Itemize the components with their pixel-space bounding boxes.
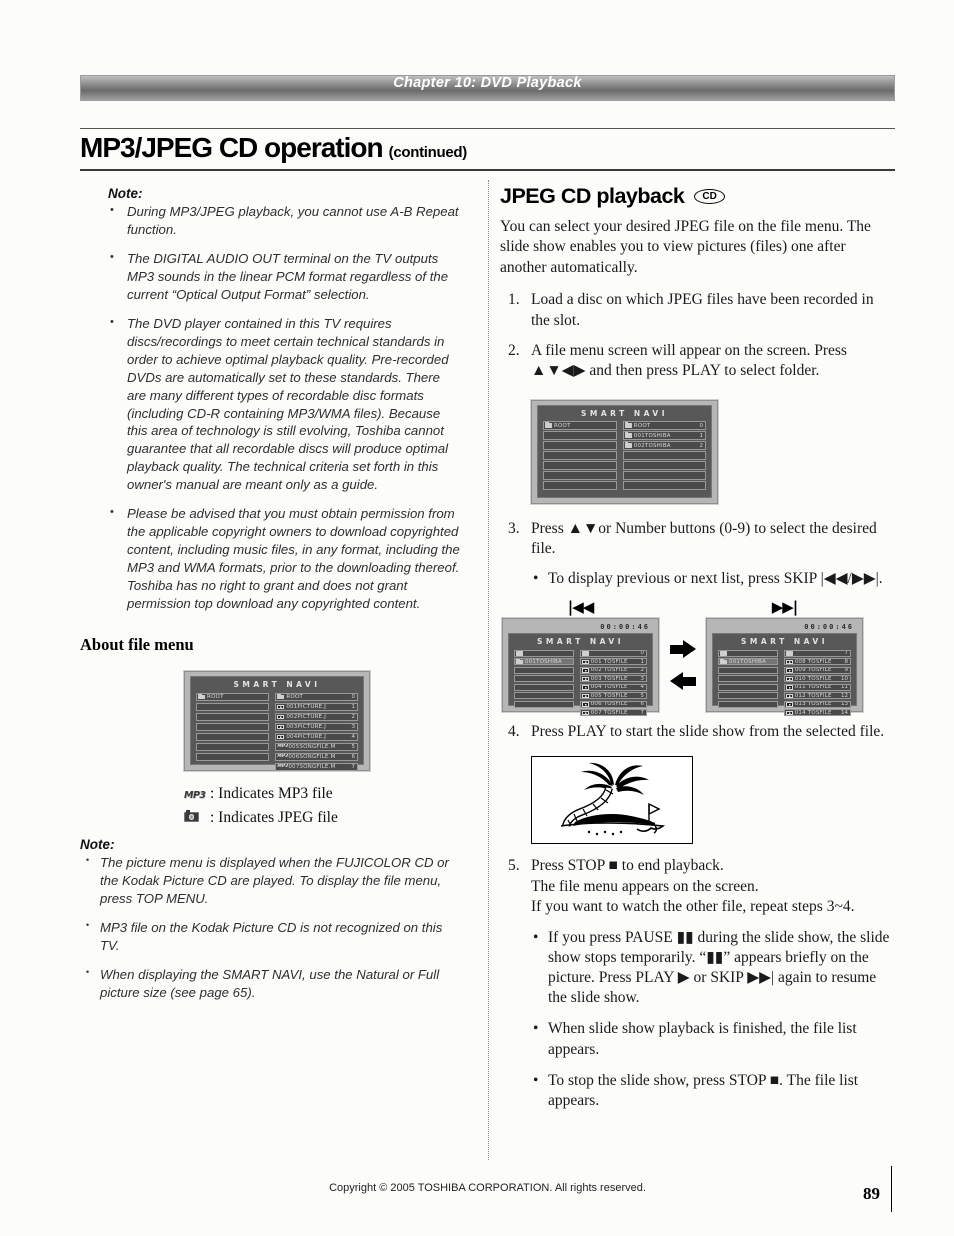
file-type-icon [786,685,793,690]
file-row: 008 TOSFILE 8 [784,658,851,665]
file-row [543,451,617,460]
legend-item-mp3 [184,785,474,803]
note-bullet: • During MP3/JPEG playback, you cannot use A-B Repeat function. [80,203,462,239]
title-rule-bottom [80,169,895,171]
file-row [543,481,617,490]
file-type-icon [277,725,284,730]
icon-legend [184,785,474,827]
chapter-header-bar [80,75,895,101]
file-row: ROOT 0 [275,693,358,702]
file-row: 007 TOSFILE 7 [580,709,647,716]
step-1: 1. Load a disc on which JPEG files have been recorded in the slot. [508,291,874,329]
file-type-icon [582,685,589,690]
palm-island-sketch [537,760,687,840]
file-row: 002TOSHIBA 2 [623,441,706,450]
arrow-left-icon [670,672,696,690]
file-row: 003 TOSFILE 3 [580,675,647,682]
file-row [514,675,574,682]
file-row: ROOT [196,693,269,702]
next-list-screenshot [706,618,863,716]
title-block [80,128,895,171]
page-title: MP3/JPEG CD operation [80,132,383,163]
file-panel [784,648,851,716]
file-row [623,461,706,470]
folder-menu-screenshot [531,400,718,504]
file-row [196,733,269,742]
playback-note: • To stop the slide show, press STOP ■. The file list appears. [500,1071,895,1111]
step-2: 2. A file menu screen will appear on the screen. Press ▲▼◀▶ and then press PLAY to select folder. [508,341,847,379]
file-type-icon [625,433,632,438]
file-row [543,471,617,480]
file-type-icon [625,443,632,448]
step-3-bullet: • To display previous or next list, press SKIP |◀◀/▶▶|. [500,569,895,589]
file-row: 010 TOSFILE 10 [784,675,851,682]
mp3-icon: MP3 [184,790,206,802]
folder-panel [514,648,574,716]
intro-paragraph: You can select your desired JPEG file on the file menu. The slide show enables you to view pictures (files) one after another automatically. [500,218,871,276]
file-row [514,701,574,708]
file-row [514,667,574,674]
right-column [489,180,895,1160]
file-type-icon [786,711,793,716]
file-row [543,431,617,440]
file-type-icon [786,668,793,673]
step-5: 5. Press STOP ■ to end playback. The file menu appears on the screen. If you want to watch the other file, repeat steps 3~4. [508,857,855,915]
file-type-icon [786,677,793,682]
file-type-icon [786,694,793,699]
file-row [196,703,269,712]
note-bullet-list [80,203,474,613]
note-bullet: • The DIGITAL AUDIO OUT terminal on the TV outputs MP3 sounds in the linear PCM format regardless of the current “Optical Output Format” selection. [80,250,462,304]
file-row [623,471,706,480]
file-list-pair [502,618,895,716]
folder-panel [718,648,778,716]
file-type-icon [625,423,632,428]
file-type-icon [545,423,552,428]
file-row [623,481,706,490]
file-panel [580,648,647,716]
file-row [514,650,574,657]
step-4: 4. Press PLAY to start the slide show from the selected file. [508,723,885,741]
file-row [718,650,778,657]
file-row: 006 TOSFILE 6 [580,701,647,708]
file-row: 009 TOSFILE 9 [784,667,851,674]
smart-navi-title: SMART NAVI [536,637,624,647]
file-row [196,743,269,752]
jpeg-cd-playback-heading-row [500,184,895,209]
file-type-icon [516,651,523,656]
file-panel [275,691,358,771]
legend-text: : Indicates JPEG file [210,809,338,827]
folder-panel [196,691,269,771]
file-row: 001PICTURE.J 1 [275,703,358,712]
file-row [718,675,778,682]
note-bullet: • The picture menu is displayed when the FUJICOLOR CD or the Kodak Picture CD are played. To display the file menu, press TOP MENU. [80,854,462,908]
file-type-icon [277,735,284,740]
file-type-icon [582,694,589,699]
file-type-icon [786,702,793,707]
skip-previous-icon: |◀◀ [567,598,594,617]
file-row [514,692,574,699]
file-row [196,723,269,732]
note-block-2 [80,837,474,1002]
file-type-icon [582,711,589,716]
file-row [196,713,269,722]
two-column-layout [80,180,895,1160]
file-row: 004 TOSFILE 4 [580,684,647,691]
file-menu-screenshot [184,671,370,771]
file-row: 005 TOSFILE 5 [580,692,647,699]
playback-timestamp: 00:00:46 [804,623,854,632]
skip-labels-row [502,598,895,616]
file-type-icon [582,668,589,673]
left-column [80,180,489,1160]
playback-note: • If you press PAUSE ▮▮ during the slide show, the slide show stops temporarily. “▮▮” appears briefly on the picture. Press PLAY ▶ or SKIP ▶▶| again to resume the slide show. [500,928,895,1009]
note-bullet: • The DVD player contained in this TV requires discs/recordings to meet certain technical standards in order to achieve optimal playback quality. Pre-recorded DVDs are automatically set to these standards. There are many different types of recordable disc formats (including CD-R containing MP3/WMA files). Because this area of technology is still evolving, Toshiba cannot guarantee that all recordable discs will produce optimal playback quality. The technical criteria set forth in this owner's manual are meant only as a guide. [80,315,462,495]
file-type-icon [582,677,589,682]
cd-badge-icon: CD [694,189,724,204]
file-type-icon [582,660,589,665]
file-type-icon [198,695,205,700]
copyright-text: Copyright © 2005 TOSHIBA CORPORATION. All rights reserved. [329,1182,646,1194]
file-row: 014 TOSFILE 14 [784,709,851,716]
file-row: MP3 005SONGFILE.M 5 [275,743,358,752]
file-row: 011 TOSFILE 11 [784,684,851,691]
file-type-icon [786,651,793,656]
folder-panel [543,420,617,490]
note-bullet: • Please be advised that you must obtain permission from the applicable copyright owners to download copyrighted content, including music files, in any format, including the MP3 and WMA formats, prior to the downloading thereof. Toshiba has no right to grant and does not grant permission top download any copyrighted content. [80,505,462,613]
legend-item-jpeg [184,809,474,827]
file-row: 7 [784,650,851,657]
note-label: Note: [108,186,143,201]
steps-list [500,290,895,1111]
file-row: 001 TOSFILE 1 [580,658,647,665]
file-row: 001TOSHIBA [718,658,778,665]
file-type-icon [277,744,286,749]
file-row: MP3 007SONGFILE.M 7 [275,763,358,772]
file-type-icon [277,764,286,769]
file-row [718,667,778,674]
file-row: 001TOSHIBA 1 [623,431,706,440]
file-type-icon [277,754,286,759]
file-type-icon [277,695,284,700]
note-bullet-list [80,854,474,1002]
camera-icon [184,812,199,822]
note-bullet: • When displaying the SMART NAVI, use the Natural or Full picture size (see page 65). [80,966,462,1002]
note-label: Note: [80,837,115,853]
legend-text: : Indicates MP3 file [210,785,333,803]
file-row: 002PICTURE.J 2 [275,713,358,722]
file-row: 002 TOSFILE 2 [580,667,647,674]
file-row [196,753,269,762]
file-type-icon [720,651,727,656]
page-number: 89 [863,1184,880,1203]
file-type-icon [277,705,284,710]
file-type-icon [582,651,589,656]
file-row: ROOT [543,421,617,430]
arrow-right-icon [670,640,696,658]
navigation-arrows [659,618,706,712]
file-type-icon [516,660,523,665]
playback-notes-list [500,928,895,1111]
slide-show-image [531,756,693,844]
file-row: 003PICTURE.J 3 [275,723,358,732]
file-row: 012 TOSFILE 12 [784,692,851,699]
file-row [718,701,778,708]
about-file-menu-heading: About file menu [80,635,194,655]
file-type-icon [786,660,793,665]
chapter-title: Chapter 10: DVD Playback [393,75,582,91]
file-row [623,451,706,460]
step-3: 3. Press ▲▼or Number buttons (0-9) to select the desired file. [508,519,877,558]
file-row [543,461,617,470]
file-row: MP3 006SONGFILE.M 6 [275,753,358,762]
smart-navi-title: SMART NAVI [740,637,828,647]
smart-navi-title: SMART NAVI [233,680,321,690]
jpeg-cd-playback-heading: JPEG CD playback [500,184,685,208]
smart-navi-title: SMART NAVI [580,408,668,418]
file-row [514,684,574,691]
file-type-icon [720,660,727,665]
previous-list-screenshot [502,618,659,716]
playback-note: • When slide show playback is finished, the file list appears. [500,1019,895,1059]
file-type-icon [582,702,589,707]
note-bullet: • MP3 file on the Kodak Picture CD is not recognized on this TV. [80,919,462,955]
file-row: 001TOSHIBA [514,658,574,665]
skip-next-icon: ▶▶| [771,598,798,617]
playback-timestamp: 00:00:46 [600,623,650,632]
file-row: 004PICTURE.J 4 [275,733,358,742]
file-row: 013 TOSFILE 13 [784,701,851,708]
file-row: ROOT 0 [623,421,706,430]
page-title-suffix: (continued) [388,144,467,161]
file-row [718,684,778,691]
file-row: 0 [580,650,647,657]
file-type-icon [277,715,284,720]
file-panel [623,420,706,490]
file-row [718,692,778,699]
file-row [543,441,617,450]
note-block-1 [80,186,474,613]
page-number-divider [891,1166,892,1212]
